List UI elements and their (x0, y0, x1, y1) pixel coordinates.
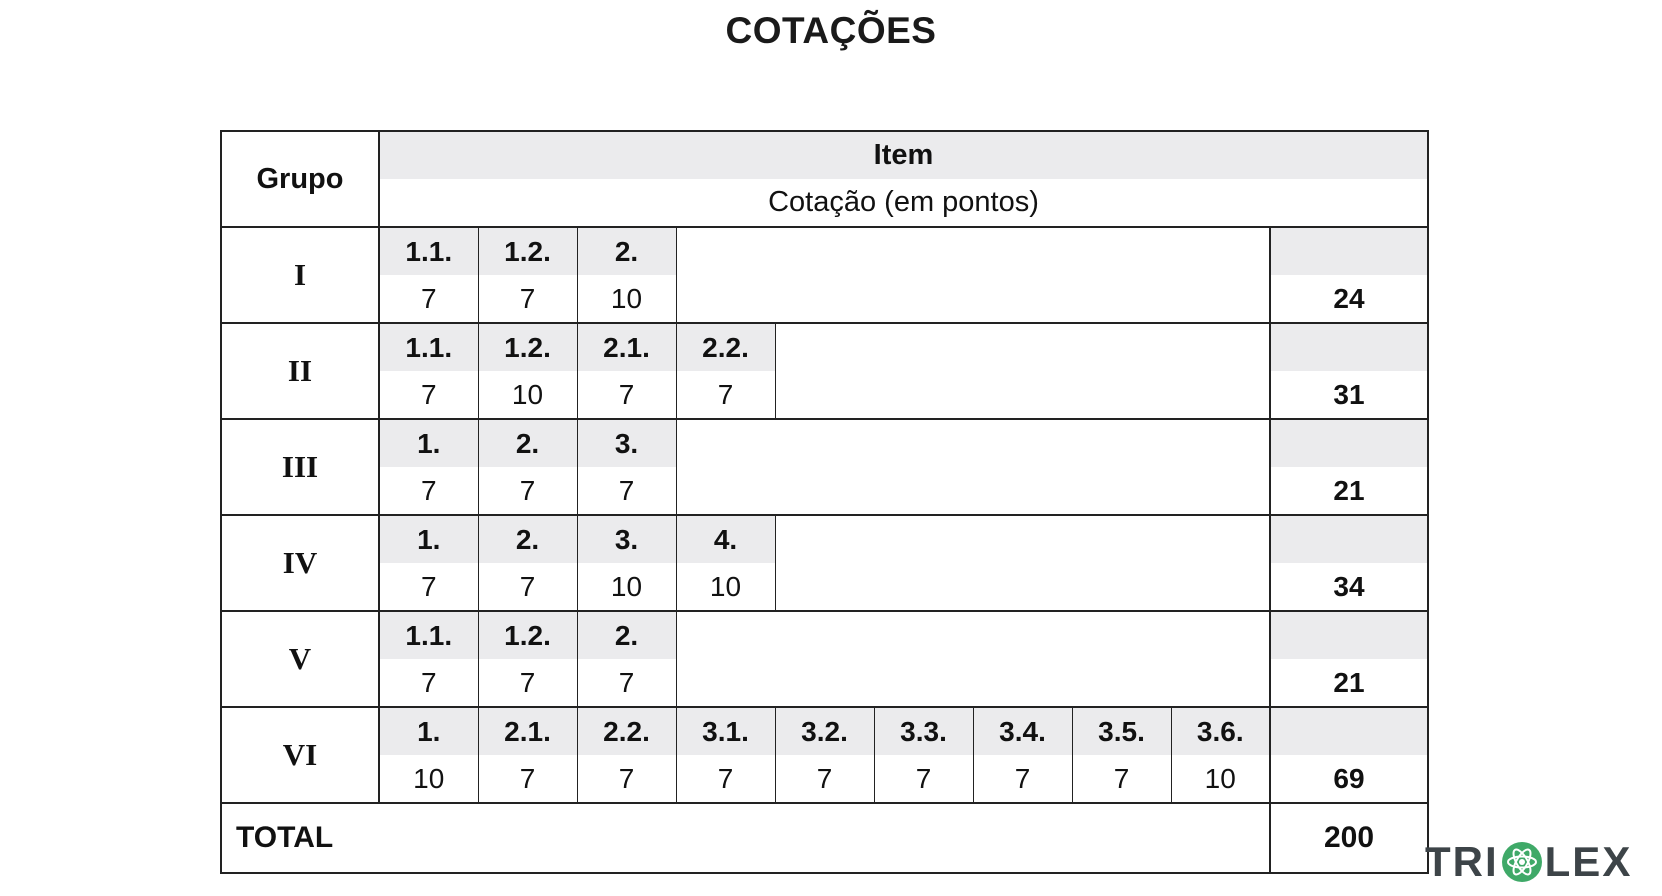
item-label: 3. (577, 419, 676, 467)
item-score: 7 (577, 659, 676, 707)
item-label: 3.3. (874, 707, 973, 755)
group-scores-row (221, 467, 1428, 515)
item-label: 2.2. (676, 323, 775, 371)
item-score: 7 (478, 467, 577, 515)
item-score: 10 (379, 755, 478, 803)
item-score: 7 (478, 755, 577, 803)
empty-cell (775, 563, 1270, 611)
empty-cell (676, 467, 1270, 515)
group-total-shade (1270, 323, 1428, 371)
empty-cell (676, 419, 1270, 467)
item-label: 3.6. (1171, 707, 1270, 755)
item-score: 7 (973, 755, 1072, 803)
item-label: 2.1. (577, 323, 676, 371)
group-scores-row (221, 659, 1428, 707)
group-total-shade (1270, 611, 1428, 659)
item-label: 3. (577, 515, 676, 563)
item-score: 7 (379, 371, 478, 419)
empty-cell (775, 323, 1270, 371)
group-name: II (221, 323, 379, 419)
empty-cell (775, 371, 1270, 419)
item-score: 7 (379, 467, 478, 515)
empty-cell (676, 659, 1270, 707)
item-label: 1.2. (478, 227, 577, 275)
empty-cell (676, 611, 1270, 659)
cotacoes-table (220, 130, 1429, 874)
group-total: 69 (1270, 755, 1428, 803)
item-score: 7 (478, 563, 577, 611)
item-score: 7 (676, 755, 775, 803)
group-items-row (221, 227, 1428, 275)
group-scores-row (221, 755, 1428, 803)
item-label: 2.1. (478, 707, 577, 755)
group-scores-row (221, 275, 1428, 323)
score-column-header: Cotação (em pontos) (379, 179, 1428, 227)
item-label: 3.2. (775, 707, 874, 755)
item-score: 7 (577, 467, 676, 515)
item-score: 10 (577, 563, 676, 611)
item-score: 7 (379, 275, 478, 323)
group-name: V (221, 611, 379, 707)
group-name: III (221, 419, 379, 515)
item-score: 10 (676, 563, 775, 611)
group-scores-row (221, 563, 1428, 611)
item-label: 1.1. (379, 323, 478, 371)
group-items-row (221, 707, 1428, 755)
item-label: 1.2. (478, 611, 577, 659)
empty-cell (676, 227, 1270, 275)
group-total-shade (1270, 227, 1428, 275)
item-label: 3.5. (1072, 707, 1171, 755)
item-column-header: Item (379, 131, 1428, 179)
item-score: 10 (577, 275, 676, 323)
item-score: 7 (478, 275, 577, 323)
group-total: 21 (1270, 467, 1428, 515)
total-value: 200 (1270, 803, 1428, 873)
group-scores-row (221, 371, 1428, 419)
item-label: 1. (379, 707, 478, 755)
item-score: 7 (874, 755, 973, 803)
item-score: 10 (1171, 755, 1270, 803)
empty-cell (775, 515, 1270, 563)
item-label: 2. (478, 419, 577, 467)
item-score: 7 (577, 371, 676, 419)
item-score: 7 (1072, 755, 1171, 803)
group-total: 21 (1270, 659, 1428, 707)
group-column-header: Grupo (221, 131, 379, 227)
item-label: 2.2. (577, 707, 676, 755)
atom-icon (1500, 840, 1544, 884)
header-row (221, 179, 1428, 227)
page-title: COTAÇÕES (725, 10, 937, 51)
group-total-shade (1270, 419, 1428, 467)
group-items-row (221, 611, 1428, 659)
item-label: 2. (577, 227, 676, 275)
item-score: 7 (379, 563, 478, 611)
header-row (221, 131, 1428, 179)
group-items-row (221, 419, 1428, 467)
item-score: 7 (478, 659, 577, 707)
group-name: IV (221, 515, 379, 611)
item-score: 7 (379, 659, 478, 707)
group-total: 24 (1270, 275, 1428, 323)
item-score: 10 (478, 371, 577, 419)
group-name: I (221, 227, 379, 323)
group-total-shade (1270, 515, 1428, 563)
trilex-logo (1425, 836, 1632, 888)
item-label: 3.4. (973, 707, 1072, 755)
group-name: VI (221, 707, 379, 803)
group-total: 31 (1270, 371, 1428, 419)
group-items-row (221, 515, 1428, 563)
item-label: 3.1. (676, 707, 775, 755)
item-score: 7 (775, 755, 874, 803)
logo-text-left: TRI (1425, 838, 1499, 885)
empty-cell (676, 275, 1270, 323)
group-total: 34 (1270, 563, 1428, 611)
item-label: 1. (379, 515, 478, 563)
group-total-shade (1270, 707, 1428, 755)
item-score: 7 (577, 755, 676, 803)
total-row (221, 803, 1428, 873)
item-label: 2. (577, 611, 676, 659)
item-label: 1.2. (478, 323, 577, 371)
item-label: 1.1. (379, 227, 478, 275)
logo-text-right: LEX (1544, 838, 1633, 885)
item-score: 7 (676, 371, 775, 419)
group-items-row (221, 323, 1428, 371)
item-label: 2. (478, 515, 577, 563)
item-label: 1.1. (379, 611, 478, 659)
item-label: 1. (379, 419, 478, 467)
total-label: TOTAL (221, 803, 1270, 873)
item-label: 4. (676, 515, 775, 563)
